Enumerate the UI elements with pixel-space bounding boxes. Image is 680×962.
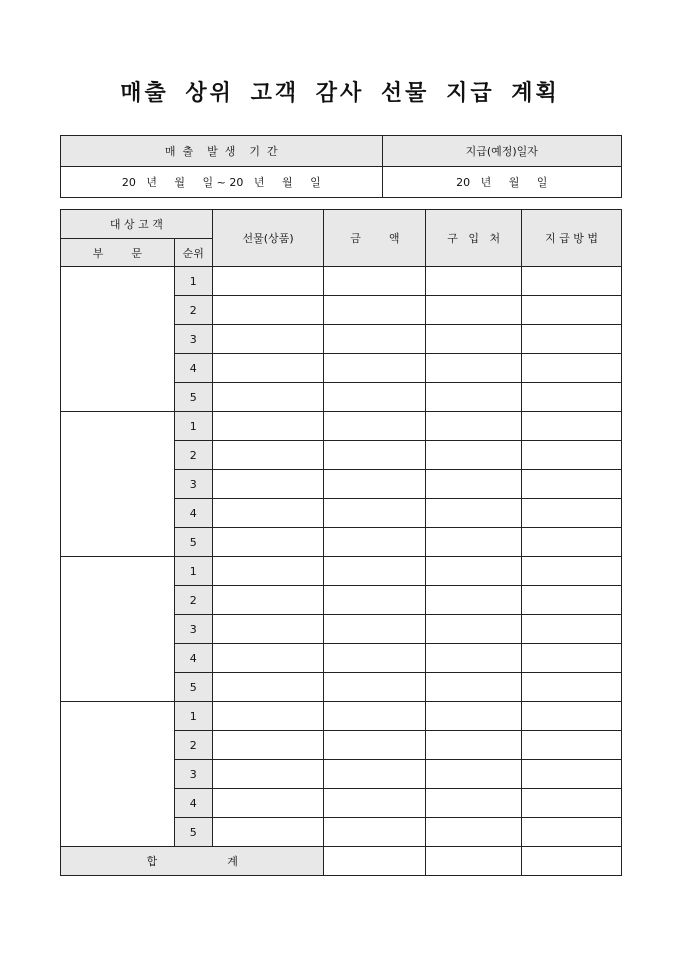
total-row (61, 847, 622, 876)
table-row (61, 412, 622, 441)
payment-date-label: 지급(예정)일자 (382, 136, 621, 167)
amount-cell[interactable] (324, 383, 426, 412)
rank-cell: 4 (174, 354, 212, 383)
amount-cell[interactable] (324, 644, 426, 673)
rank-cell: 4 (174, 499, 212, 528)
gift-cell[interactable] (212, 296, 324, 325)
amount-cell[interactable] (324, 702, 426, 731)
department-header: 부 문 (61, 239, 175, 267)
vendor-cell[interactable] (426, 354, 522, 383)
vendor-cell[interactable] (426, 673, 522, 702)
rank-cell: 3 (174, 470, 212, 499)
payment-date-value[interactable]: 20 년 월 일 (382, 167, 621, 198)
rank-cell: 4 (174, 789, 212, 818)
amount-cell[interactable] (324, 267, 426, 296)
gift-cell[interactable] (212, 441, 324, 470)
gift-plan-table (60, 209, 622, 876)
rank-cell: 5 (174, 818, 212, 847)
table-row (61, 267, 622, 296)
rank-cell: 2 (174, 296, 212, 325)
amount-cell[interactable] (324, 296, 426, 325)
department-cell[interactable] (61, 702, 175, 847)
gift-cell[interactable] (212, 557, 324, 586)
vendor-cell[interactable] (426, 586, 522, 615)
payment-method-cell[interactable] (522, 528, 622, 557)
rank-header: 순위 (174, 239, 212, 267)
rank-cell: 3 (174, 325, 212, 354)
gift-cell[interactable] (212, 615, 324, 644)
vendor-header: 구 입 처 (426, 210, 522, 267)
gift-cell[interactable] (212, 702, 324, 731)
payment-method-cell[interactable] (522, 412, 622, 441)
amount-cell[interactable] (324, 557, 426, 586)
gift-cell[interactable] (212, 789, 324, 818)
vendor-cell[interactable] (426, 441, 522, 470)
vendor-cell[interactable] (426, 760, 522, 789)
vendor-cell[interactable] (426, 383, 522, 412)
gift-cell[interactable] (212, 354, 324, 383)
payment-method-cell[interactable] (522, 789, 622, 818)
rank-cell: 5 (174, 673, 212, 702)
vendor-cell[interactable] (426, 557, 522, 586)
sales-period-value[interactable]: 20 년 월 일 ~ 20 년 월 일 (61, 167, 383, 198)
amount-cell[interactable] (324, 789, 426, 818)
amount-cell[interactable] (324, 586, 426, 615)
vendor-cell[interactable] (426, 789, 522, 818)
amount-cell[interactable] (324, 470, 426, 499)
department-cell[interactable] (61, 412, 175, 557)
page-title: 매출 상위 고객 감사 선물 지급 계획 (120, 80, 560, 106)
vendor-cell[interactable] (426, 470, 522, 499)
payment-method-cell[interactable] (522, 325, 622, 354)
payment-method-cell[interactable] (522, 557, 622, 586)
rank-cell: 4 (174, 644, 212, 673)
rank-cell: 1 (174, 412, 212, 441)
table-row (61, 557, 622, 586)
gift-cell[interactable] (212, 673, 324, 702)
rank-cell: 3 (174, 760, 212, 789)
vendor-cell[interactable] (426, 528, 522, 557)
amount-header: 금 액 (324, 210, 426, 267)
payment-method-header: 지 급 방 법 (522, 210, 622, 267)
sales-period-label: 매 출 발 생 기 간 (61, 136, 383, 167)
gift-cell[interactable] (212, 528, 324, 557)
payment-method-cell[interactable] (522, 441, 622, 470)
amount-cell[interactable] (324, 354, 426, 383)
target-customer-header: 대 상 고 객 (61, 210, 213, 239)
rank-cell: 2 (174, 731, 212, 760)
total-vendor-cell[interactable] (426, 847, 522, 876)
vendor-cell[interactable] (426, 615, 522, 644)
gift-header: 선물(상품) (212, 210, 324, 267)
vendor-cell[interactable] (426, 644, 522, 673)
payment-method-cell[interactable] (522, 354, 622, 383)
vendor-cell[interactable] (426, 818, 522, 847)
gift-cell[interactable] (212, 731, 324, 760)
amount-cell[interactable] (324, 731, 426, 760)
vendor-cell[interactable] (426, 702, 522, 731)
payment-method-cell[interactable] (522, 615, 622, 644)
period-table (60, 135, 622, 198)
rank-cell: 1 (174, 702, 212, 731)
amount-cell[interactable] (324, 818, 426, 847)
rank-cell: 1 (174, 557, 212, 586)
vendor-cell[interactable] (426, 325, 522, 354)
gift-cell[interactable] (212, 383, 324, 412)
gift-cell[interactable] (212, 470, 324, 499)
amount-cell[interactable] (324, 441, 426, 470)
rank-cell: 5 (174, 383, 212, 412)
amount-cell[interactable] (324, 615, 426, 644)
department-cell[interactable] (61, 557, 175, 702)
rank-cell: 1 (174, 267, 212, 296)
gift-cell[interactable] (212, 818, 324, 847)
payment-method-cell[interactable] (522, 383, 622, 412)
gift-cell[interactable] (212, 499, 324, 528)
gift-cell[interactable] (212, 760, 324, 789)
department-cell[interactable] (61, 267, 175, 412)
vendor-cell[interactable] (426, 296, 522, 325)
payment-method-cell[interactable] (522, 470, 622, 499)
amount-cell[interactable] (324, 412, 426, 441)
payment-method-cell[interactable] (522, 702, 622, 731)
amount-cell[interactable] (324, 528, 426, 557)
payment-method-cell[interactable] (522, 296, 622, 325)
vendor-cell[interactable] (426, 499, 522, 528)
rank-cell: 2 (174, 441, 212, 470)
payment-method-cell[interactable] (522, 586, 622, 615)
payment-method-cell[interactable] (522, 673, 622, 702)
vendor-cell[interactable] (426, 267, 522, 296)
amount-cell[interactable] (324, 673, 426, 702)
amount-cell[interactable] (324, 499, 426, 528)
payment-method-cell[interactable] (522, 499, 622, 528)
table-row (61, 702, 622, 731)
total-label: 합 계 (61, 847, 324, 876)
payment-method-cell[interactable] (522, 267, 622, 296)
gift-cell[interactable] (212, 412, 324, 441)
amount-cell[interactable] (324, 760, 426, 789)
total-amount-cell[interactable] (324, 847, 426, 876)
payment-method-cell[interactable] (522, 731, 622, 760)
payment-method-cell[interactable] (522, 760, 622, 789)
total-method-cell[interactable] (522, 847, 622, 876)
gift-cell[interactable] (212, 644, 324, 673)
payment-method-cell[interactable] (522, 644, 622, 673)
vendor-cell[interactable] (426, 412, 522, 441)
vendor-cell[interactable] (426, 731, 522, 760)
amount-cell[interactable] (324, 325, 426, 354)
gift-cell[interactable] (212, 267, 324, 296)
rank-cell: 5 (174, 528, 212, 557)
payment-method-cell[interactable] (522, 818, 622, 847)
rank-cell: 3 (174, 615, 212, 644)
gift-cell[interactable] (212, 325, 324, 354)
gift-cell[interactable] (212, 586, 324, 615)
rank-cell: 2 (174, 586, 212, 615)
